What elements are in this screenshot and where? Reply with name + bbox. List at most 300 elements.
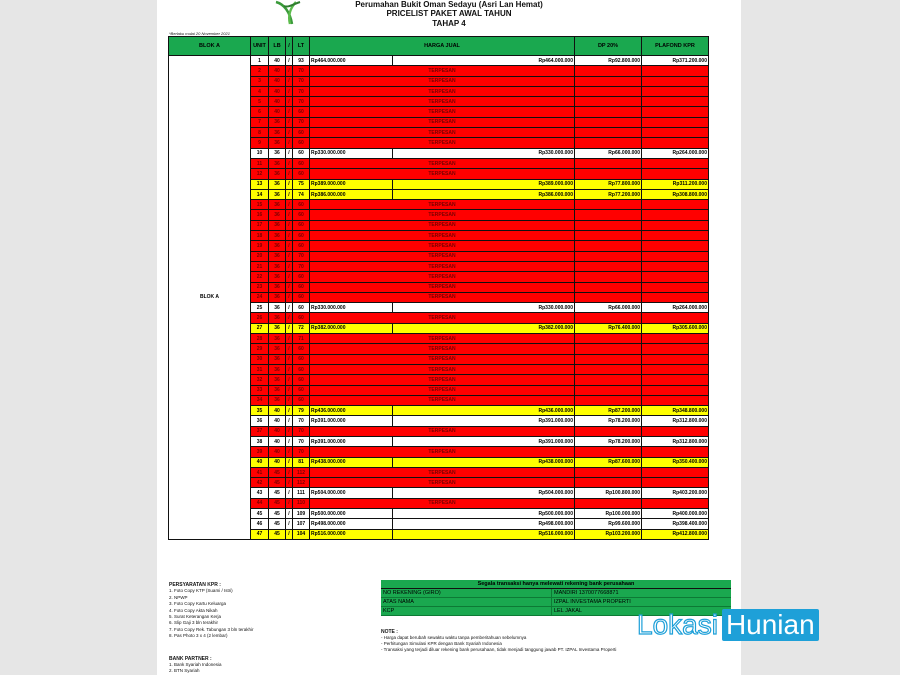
unit-cell: 25: [251, 303, 269, 313]
dp-cell: [575, 128, 642, 138]
slash-cell: /: [286, 76, 293, 86]
slash-cell: /: [286, 66, 293, 76]
requirement-item: 4. Foto Copy Akta Nikah: [169, 607, 218, 613]
table-row: [169, 56, 709, 66]
dp-cell: [575, 354, 642, 364]
lt-cell: 104: [293, 529, 310, 539]
lb-cell: 36: [269, 395, 286, 405]
note-title: NOTE :: [381, 629, 398, 635]
header-line-2: PRICELIST PAKET AWAL TAHUN: [386, 9, 512, 18]
lb-cell: 45: [269, 498, 286, 508]
lb-cell: 45: [269, 478, 286, 488]
slash-cell: /: [286, 158, 293, 168]
slash-cell: /: [286, 210, 293, 220]
slash-cell: /: [286, 395, 293, 405]
price-cell: Rp330.000.000: [310, 148, 393, 158]
dp-cell: [575, 251, 642, 261]
lb-cell: 36: [269, 241, 286, 251]
slash-cell: /: [286, 292, 293, 302]
dp-cell: [575, 210, 642, 220]
sold-label: TERPESAN: [310, 272, 575, 282]
lt-cell: 60: [293, 231, 310, 241]
slash-cell: /: [286, 478, 293, 488]
price-cell: Rp516.000.000: [310, 529, 393, 539]
unit-cell: 30: [251, 354, 269, 364]
kpr-cell: Rp264.000.000: [642, 303, 709, 313]
unit-cell: 14: [251, 189, 269, 199]
dp-cell: Rp92.800.000: [575, 56, 642, 66]
lt-cell: 70: [293, 261, 310, 271]
unit-cell: 29: [251, 344, 269, 354]
dp-cell: Rp99.600.000: [575, 519, 642, 529]
header-line-3: TAHAP 4: [432, 19, 466, 28]
header-line-1: Perumahan Bukit Oman Sedayu (Asri Lan Hemat): [355, 0, 543, 9]
unit-cell: 9: [251, 138, 269, 148]
slash-cell: /: [286, 56, 293, 66]
validity-note: *Berlaku mulai 20 November 2021: [169, 31, 230, 36]
lb-cell: 40: [269, 86, 286, 96]
lt-cell: 70: [293, 426, 310, 436]
unit-cell: 7: [251, 117, 269, 127]
lt-cell: 111: [293, 488, 310, 498]
slash-cell: /: [286, 375, 293, 385]
slash-cell: /: [286, 148, 293, 158]
unit-cell: 31: [251, 364, 269, 374]
slash-cell: /: [286, 179, 293, 189]
slash-cell: /: [286, 457, 293, 467]
slash-cell: /: [286, 467, 293, 477]
lb-cell: 40: [269, 107, 286, 117]
dp-cell: [575, 76, 642, 86]
lb-cell: 36: [269, 261, 286, 271]
lb-cell: 36: [269, 200, 286, 210]
price-cell: Rp389.000.000: [310, 179, 393, 189]
lt-cell: 60: [293, 375, 310, 385]
slash-cell: /: [286, 282, 293, 292]
price-total-cell: Rp464.000.000: [393, 56, 575, 66]
lt-cell: 70: [293, 117, 310, 127]
dp-cell: Rp78.200.000: [575, 416, 642, 426]
kpr-cell: [642, 76, 709, 86]
lt-cell: 70: [293, 86, 310, 96]
dp-cell: [575, 467, 642, 477]
unit-cell: 3: [251, 76, 269, 86]
price-cell: Rp391.000.000: [310, 436, 393, 446]
account-key: ATAS NAMA: [383, 599, 414, 605]
slash-cell: /: [286, 261, 293, 271]
lb-cell: 40: [269, 406, 286, 416]
lt-cell: 70: [293, 416, 310, 426]
col-header-block: BLOK A: [169, 37, 251, 56]
price-total-cell: Rp504.000.000: [393, 488, 575, 498]
unit-cell: 33: [251, 385, 269, 395]
lb-cell: 40: [269, 436, 286, 446]
sold-label: TERPESAN: [310, 128, 575, 138]
unit-cell: 45: [251, 509, 269, 519]
kpr-cell: [642, 292, 709, 302]
slash-cell: /: [286, 231, 293, 241]
pricelist-table: [168, 36, 709, 540]
dp-cell: [575, 66, 642, 76]
col-header-slash: /: [286, 37, 293, 56]
dp-cell: [575, 344, 642, 354]
unit-cell: 6: [251, 107, 269, 117]
lt-cell: 107: [293, 519, 310, 529]
unit-cell: 28: [251, 334, 269, 344]
lt-cell: 74: [293, 189, 310, 199]
kpr-cell: [642, 86, 709, 96]
lb-cell: 36: [269, 313, 286, 323]
price-cell: Rp500.000.000: [310, 509, 393, 519]
kpr-cell: [642, 447, 709, 457]
kpr-cell: [642, 169, 709, 179]
lt-cell: 112: [293, 467, 310, 477]
lb-cell: 40: [269, 97, 286, 107]
sold-label: TERPESAN: [310, 138, 575, 148]
lb-cell: 45: [269, 519, 286, 529]
lb-cell: 36: [269, 128, 286, 138]
kpr-cell: [642, 385, 709, 395]
slash-cell: /: [286, 303, 293, 313]
kpr-cell: Rp308.800.000: [642, 189, 709, 199]
unit-cell: 12: [251, 169, 269, 179]
lt-cell: 60: [293, 395, 310, 405]
slash-cell: /: [286, 529, 293, 539]
price-total-cell: Rp436.000.000: [393, 406, 575, 416]
sold-label: TERPESAN: [310, 354, 575, 364]
unit-cell: 18: [251, 231, 269, 241]
price-total-cell: Rp516.000.000: [393, 529, 575, 539]
slash-cell: /: [286, 313, 293, 323]
dp-cell: Rp87.600.000: [575, 457, 642, 467]
dp-cell: [575, 97, 642, 107]
slash-cell: /: [286, 354, 293, 364]
col-header-kpr: PLAFOND KPR: [642, 37, 709, 56]
col-header-unit: UNIT: [251, 37, 269, 56]
kpr-cell: [642, 272, 709, 282]
unit-cell: 8: [251, 128, 269, 138]
requirement-item: 8. Pas Photo 3 x 4 (2 lembar): [169, 633, 228, 639]
dp-cell: Rp66.000.000: [575, 148, 642, 158]
unit-cell: 22: [251, 272, 269, 282]
lb-cell: 36: [269, 148, 286, 158]
sold-label: TERPESAN: [310, 210, 575, 220]
price-total-cell: Rp438.000.000: [393, 457, 575, 467]
slash-cell: /: [286, 498, 293, 508]
account-title: Segala transaksi hanya melewati rekening bank perusahaan: [381, 580, 731, 589]
lb-cell: 40: [269, 447, 286, 457]
lt-cell: 60: [293, 282, 310, 292]
lb-cell: 45: [269, 467, 286, 477]
dp-cell: [575, 385, 642, 395]
lt-cell: 72: [293, 323, 310, 333]
slash-cell: /: [286, 169, 293, 179]
dp-cell: [575, 447, 642, 457]
price-total-cell: Rp382.000.000: [393, 323, 575, 333]
unit-cell: 35: [251, 406, 269, 416]
kpr-cell: Rp348.800.000: [642, 406, 709, 416]
lb-cell: 36: [269, 117, 286, 127]
lt-cell: 70: [293, 436, 310, 446]
kpr-cell: [642, 354, 709, 364]
kpr-cell: [642, 128, 709, 138]
unit-cell: 21: [251, 261, 269, 271]
sold-label: TERPESAN: [310, 282, 575, 292]
price-total-cell: Rp391.000.000: [393, 436, 575, 446]
note-item: - Transaksi yang terjadi diluar rekening bank perusahaan, tidak menjadi tanggung jawab PT. IZPAL Investama Properti: [381, 647, 617, 652]
account-key: NO REKENING (GIRO): [383, 590, 441, 596]
lb-cell: 36: [269, 272, 286, 282]
lb-cell: 36: [269, 354, 286, 364]
kpr-cell: Rp400.000.000: [642, 509, 709, 519]
slash-cell: /: [286, 385, 293, 395]
notes: [381, 629, 681, 653]
sold-label: TERPESAN: [310, 97, 575, 107]
unit-cell: 5: [251, 97, 269, 107]
dp-cell: [575, 158, 642, 168]
lt-cell: 60: [293, 272, 310, 282]
lb-cell: 45: [269, 529, 286, 539]
dp-cell: Rp77.200.000: [575, 189, 642, 199]
unit-cell: 38: [251, 436, 269, 446]
lt-cell: 60: [293, 241, 310, 251]
kpr-cell: [642, 261, 709, 271]
lt-cell: 112: [293, 478, 310, 488]
kpr-cell: [642, 344, 709, 354]
kpr-cell: [642, 498, 709, 508]
lt-cell: 93: [293, 56, 310, 66]
slash-cell: /: [286, 220, 293, 230]
dp-cell: [575, 478, 642, 488]
sold-label: TERPESAN: [310, 76, 575, 86]
lt-cell: 60: [293, 303, 310, 313]
kpr-cell: [642, 220, 709, 230]
kpr-cell: [642, 158, 709, 168]
sold-label: TERPESAN: [310, 117, 575, 127]
lt-cell: 79: [293, 406, 310, 416]
kpr-cell: [642, 117, 709, 127]
unit-cell: 26: [251, 313, 269, 323]
dp-cell: Rp66.000.000: [575, 303, 642, 313]
lb-cell: 36: [269, 364, 286, 374]
lt-cell: 70: [293, 97, 310, 107]
sold-label: TERPESAN: [310, 169, 575, 179]
requirement-item: 3. Foto Copy Kartu Keluarga: [169, 601, 227, 607]
sold-label: TERPESAN: [310, 158, 575, 168]
price-total-cell: Rp389.000.000: [393, 179, 575, 189]
slash-cell: /: [286, 107, 293, 117]
price-total-cell: Rp330.000.000: [393, 148, 575, 158]
kpr-cell: Rp305.600.000: [642, 323, 709, 333]
sold-label: TERPESAN: [310, 447, 575, 457]
lb-cell: 36: [269, 375, 286, 385]
dp-cell: [575, 200, 642, 210]
unit-cell: 16: [251, 210, 269, 220]
lt-cell: 60: [293, 385, 310, 395]
lb-cell: 45: [269, 509, 286, 519]
watermark-part-1: Lokasi: [637, 609, 718, 640]
kpr-cell: [642, 200, 709, 210]
kpr-cell: [642, 107, 709, 117]
lt-cell: 110: [293, 498, 310, 508]
unit-cell: 37: [251, 426, 269, 436]
price-cell: Rp464.000.000: [310, 56, 393, 66]
price-total-cell: Rp391.000.000: [393, 416, 575, 426]
lt-cell: 71: [293, 334, 310, 344]
lt-cell: 60: [293, 210, 310, 220]
price-cell: Rp391.000.000: [310, 416, 393, 426]
lt-cell: 81: [293, 457, 310, 467]
sold-label: TERPESAN: [310, 478, 575, 488]
sold-label: TERPESAN: [310, 467, 575, 477]
slash-cell: /: [286, 86, 293, 96]
lb-cell: 36: [269, 220, 286, 230]
slash-cell: /: [286, 334, 293, 344]
sold-label: TERPESAN: [310, 498, 575, 508]
lb-cell: 36: [269, 303, 286, 313]
dp-cell: Rp87.200.000: [575, 406, 642, 416]
dp-cell: [575, 375, 642, 385]
dp-cell: [575, 282, 642, 292]
lb-cell: 36: [269, 169, 286, 179]
col-header-dp: DP 20%: [575, 37, 642, 56]
col-header-lt: LT: [293, 37, 310, 56]
lb-cell: 40: [269, 76, 286, 86]
slash-cell: /: [286, 416, 293, 426]
unit-cell: 11: [251, 158, 269, 168]
unit-cell: 27: [251, 323, 269, 333]
bank-partner-item: 2. BTN Syariah: [169, 668, 200, 673]
lt-cell: 70: [293, 76, 310, 86]
lb-cell: 36: [269, 323, 286, 333]
unit-cell: 42: [251, 478, 269, 488]
lt-cell: 60: [293, 292, 310, 302]
dp-cell: [575, 364, 642, 374]
slash-cell: /: [286, 488, 293, 498]
watermark-part-2: Hunian: [722, 609, 819, 641]
dp-cell: [575, 272, 642, 282]
dp-cell: [575, 241, 642, 251]
lb-cell: 40: [269, 416, 286, 426]
kpr-cell: [642, 426, 709, 436]
price-total-cell: Rp386.000.000: [393, 189, 575, 199]
slash-cell: /: [286, 364, 293, 374]
lt-cell: 109: [293, 509, 310, 519]
slash-cell: /: [286, 138, 293, 148]
price-cell: Rp436.000.000: [310, 406, 393, 416]
slash-cell: /: [286, 117, 293, 127]
kpr-cell: Rp398.400.000: [642, 519, 709, 529]
kpr-cell: Rp403.200.000: [642, 488, 709, 498]
dp-cell: Rp100.800.000: [575, 488, 642, 498]
dp-cell: [575, 395, 642, 405]
unit-cell: 32: [251, 375, 269, 385]
sold-label: TERPESAN: [310, 395, 575, 405]
kpr-cell: [642, 251, 709, 261]
slash-cell: /: [286, 272, 293, 282]
unit-cell: 2: [251, 66, 269, 76]
dp-cell: [575, 86, 642, 96]
kpr-cell: [642, 364, 709, 374]
unit-cell: 1: [251, 56, 269, 66]
kpr-cell: [642, 231, 709, 241]
lt-cell: 60: [293, 107, 310, 117]
unit-cell: 10: [251, 148, 269, 158]
slash-cell: /: [286, 509, 293, 519]
unit-cell: 43: [251, 488, 269, 498]
sold-label: TERPESAN: [310, 220, 575, 230]
dp-cell: [575, 117, 642, 127]
kpr-cell: Rp311.200.000: [642, 179, 709, 189]
unit-cell: 40: [251, 457, 269, 467]
lb-cell: 45: [269, 488, 286, 498]
unit-cell: 23: [251, 282, 269, 292]
lb-cell: 36: [269, 158, 286, 168]
account-key: KCP: [383, 608, 395, 614]
sold-label: TERPESAN: [310, 313, 575, 323]
slash-cell: /: [286, 323, 293, 333]
sold-label: TERPESAN: [310, 292, 575, 302]
lt-cell: 60: [293, 169, 310, 179]
lb-cell: 40: [269, 426, 286, 436]
price-total-cell: Rp498.000.000: [393, 519, 575, 529]
unit-cell: 13: [251, 179, 269, 189]
kpr-cell: Rp412.800.000: [642, 529, 709, 539]
dp-cell: Rp100.000.000: [575, 509, 642, 519]
slash-cell: /: [286, 189, 293, 199]
dp-cell: Rp77.800.000: [575, 179, 642, 189]
unit-cell: 44: [251, 498, 269, 508]
lt-cell: 60: [293, 354, 310, 364]
unit-cell: 36: [251, 416, 269, 426]
slash-cell: /: [286, 426, 293, 436]
kpr-cell: [642, 210, 709, 220]
unit-cell: 19: [251, 241, 269, 251]
kpr-cell: [642, 241, 709, 251]
kpr-cell: [642, 138, 709, 148]
account-value: IZPAL INVESTAMA PROPERTI: [551, 598, 731, 606]
price-total-cell: Rp330.000.000: [393, 303, 575, 313]
account-row: [381, 589, 731, 598]
dp-cell: [575, 169, 642, 179]
requirements-title: PERSYARATAN KPR :: [169, 582, 221, 588]
kpr-cell: [642, 66, 709, 76]
slash-cell: /: [286, 251, 293, 261]
note-item: - Perhitungan Simulasi KPR dengan Bank Syariah Indonesia: [381, 641, 502, 646]
requirement-item: 6. Slip Gaji 3 bln terakhir: [169, 620, 219, 626]
unit-cell: 34: [251, 395, 269, 405]
lt-cell: 70: [293, 66, 310, 76]
lb-cell: 40: [269, 66, 286, 76]
unit-cell: 46: [251, 519, 269, 529]
kpr-cell: [642, 97, 709, 107]
dp-cell: [575, 292, 642, 302]
dp-cell: [575, 231, 642, 241]
kpr-cell: [642, 395, 709, 405]
unit-cell: 39: [251, 447, 269, 457]
dp-cell: [575, 107, 642, 117]
kpr-cell: [642, 282, 709, 292]
pricelist-sheet: [157, 0, 741, 675]
lb-cell: 36: [269, 292, 286, 302]
kpr-cell: Rp312.800.000: [642, 416, 709, 426]
sold-label: TERPESAN: [310, 86, 575, 96]
unit-cell: 20: [251, 251, 269, 261]
dp-cell: Rp76.400.000: [575, 323, 642, 333]
lt-cell: 60: [293, 344, 310, 354]
slash-cell: /: [286, 519, 293, 529]
lb-cell: 36: [269, 138, 286, 148]
